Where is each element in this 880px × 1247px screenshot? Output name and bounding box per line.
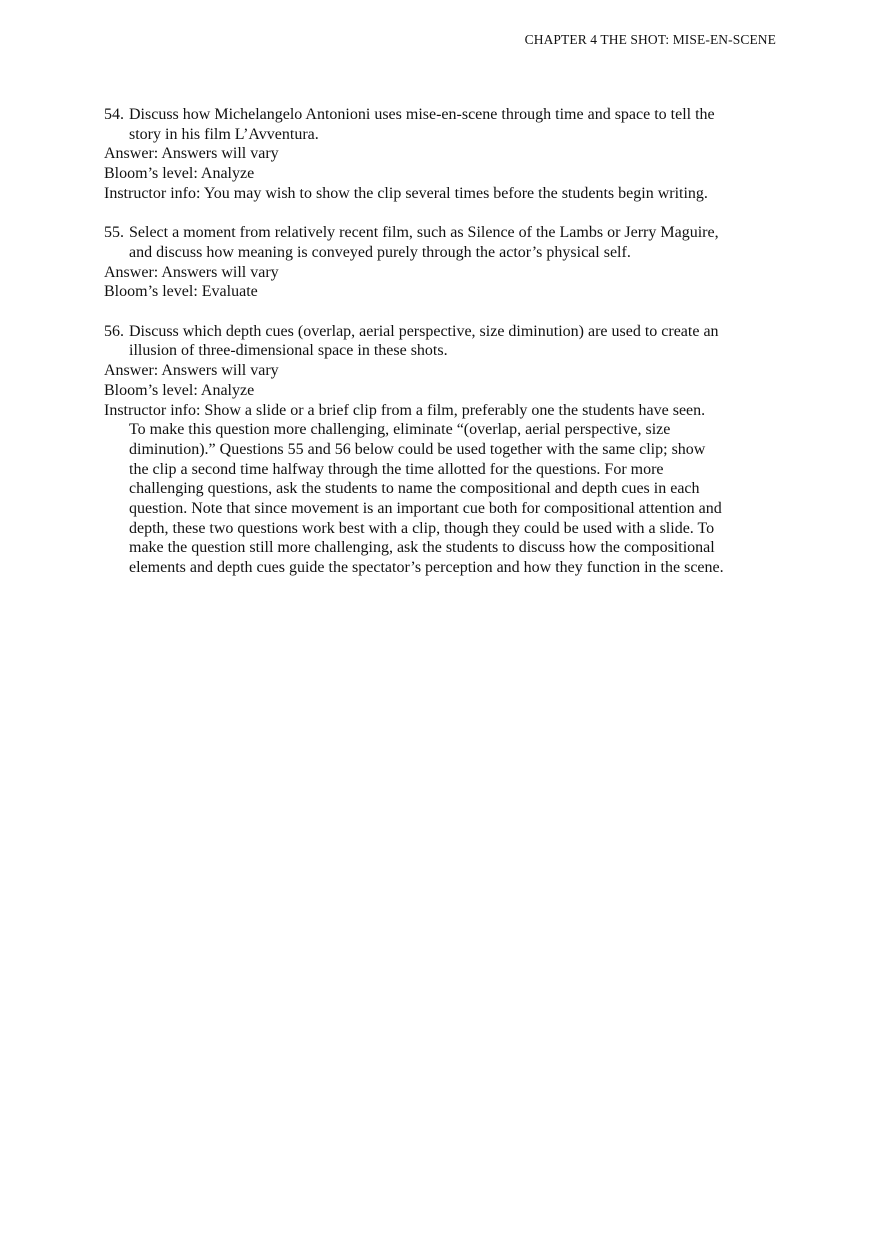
question-list <box>104 105 724 598</box>
answer-line: Answer: Answers will vary <box>104 145 279 163</box>
question-number: 55. <box>104 224 124 242</box>
answer-line: Answer: Answers will vary <box>104 263 279 281</box>
blooms-level: Bloom’s level: Evaluate <box>104 283 258 301</box>
blooms-level: Bloom’s level: Analyze <box>104 165 255 183</box>
question-prompt <box>104 322 724 361</box>
instructor-info: Instructor info: Show a slide or a brief clip from a film, preferably one the students have seen. To make this question more challenging, eliminate “(overlap, aerial perspective, size diminution).” Questions 55 and 56 below could be used together with the same clip; show the clip a second time halfway through the time allotted for the questions. For more challenging questions, ask the students to name the compositional and depth cues in each question. Note that since movement is an important cue both for compositional attention and depth, these two questions work best with a clip, though they could be used with a slide. To make the question still more challenging, ask the students to discuss how the compositional elements and depth cues guide the spectator’s perception and how they function in the scene. <box>104 401 724 577</box>
question-prompt <box>104 105 724 144</box>
instructor-info: Instructor info: You may wish to show the clip several times before the students begin writing. <box>104 184 708 202</box>
question-text: Discuss how Michelangelo Antonioni uses mise-en-scene through time and space to tell the story in his film L’Avventura. <box>129 106 715 143</box>
question-prompt <box>104 223 724 262</box>
question-number: 56. <box>104 322 124 340</box>
blooms-level: Bloom’s level: Analyze <box>104 381 255 399</box>
question-54 <box>104 105 724 204</box>
question-text: Discuss which depth cues (overlap, aerial perspective, size diminution) are used to create an illusion of three-dimensional space in these shots. <box>129 322 719 360</box>
question-55 <box>104 223 724 302</box>
question-number: 54. <box>104 106 124 123</box>
question-text: Select a moment from relatively recent film, such as Silence of the Lambs or Jerry Maguire, and discuss how meaning is conveyed purely through the actor’s physical self. <box>129 224 719 261</box>
question-56 <box>104 322 724 578</box>
running-header: CHAPTER 4 THE SHOT: MISE-EN-SCENE <box>524 32 776 47</box>
answer-line: Answer: Answers will vary <box>104 362 279 380</box>
